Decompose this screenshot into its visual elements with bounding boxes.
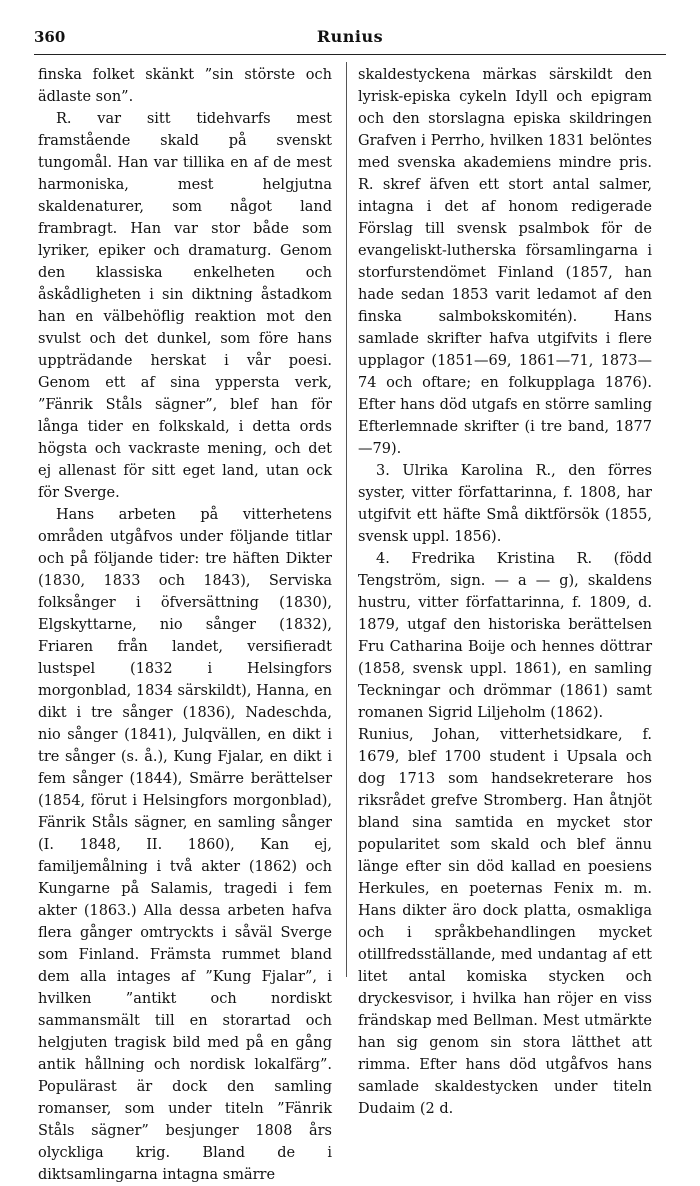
left-paragraph: R. var sitt tidehvarfs mest framstående skald på svenskt tungomål. Han var tillika en af de mest harmoniska, mest helgjutna skaldenaturer, som något land frambragt. Han var stor både som lyriker, epiker och dramaturg. Genom den klassiska enkelheten och åskådligheten i sin diktning åstadkom han en välbehöflig reaktion mot den svulst och det dunkel, som före hans uppträdande herskat i vår poesi. Genom ett af sina yppersta verk, ”Fänrik Ståls sägner”, blef han för långa tider en folkskald, i detta ords högsta och vackraste mening, och det ej allenast för sitt eget land, utan ock för Sverge. [38,111,332,501]
right-paragraph: 4. Fredrika Kristina R. (född Tengström, sign. — a — g), skaldens hustru, vitter författarinna, f. 1809, d. 1879, utgaf den historiska berättelsen Fru Catharina Boije och hennes döttrar (1858, svensk uppl. 1861), en samling Teckningar och drömmar (1861) samt romanen Sigrid Liljeholm (1862). [358,551,652,721]
entry-runius-johan: Runius, Johan, vitterhetsidkare, f. 1679, blef 1700 student i Upsala och dog 1713 som handsekreterare hos riksrådet grefve Stromberg. Han åtnjöt bland sina samtida en mycket stor popularitet som skald och blef ännu länge efter sin död kallad en poesiens Herkules, en poeternas Fenix m. m. Hans dikter äro dock platta, osmakliga och i språkbehandlingen mycket otillfredsställande, med undantag af ett litet antal komiska stycken och dryckesvisor, i hvilka han röjer en viss frändskap med Bellman. Mest utmärkte han sig genom sin stora lätthet att rimma. Efter hans död utgåfvos hans samlade skaldestycken under titeln Dudaim (2 d. [358,727,652,1117]
running-head: Runius [316,27,384,46]
left-paragraph: finska folket skänkt ”sin störste och ädlaste son”. [38,67,332,105]
right-column [358,64,652,1120]
page-header [34,22,666,52]
right-paragraph: skaldestyckena märkas särskildt den lyrisk-episka cykeln Idyll och epigram och den storslagna episka skildringen Grafven i Perrho, hvilken 1831 belöntes med svenska akademiens mindre pris. R. skref äfven ett stort antal salmer, intagna i det af honom redigerade Förslag till svensk psalmbok för de evangeliskt-lutherska församlingarna i storfurstendömet Finland (1857, han hade sedan 1853 varit ledamot af den finska salmbokskomitén). Hans samlade skrifter hafva utgifvits i flere upplagor (1851—69, 1861—71, 1873—74 och oftare; en folkupplaga 1876). Efter hans död utgafs en större samling Efterlemnade skrifter (i tre band, 1877—79). [358,67,652,457]
right-paragraph: 3. Ulrika Karolina R., den förres syster, vitter författarinna, f. 1808, har utgifvit ett häfte Små diktförsök (1855, svensk uppl. 1856). [358,463,652,545]
page-number: 360 [34,28,66,46]
header-rule [34,54,666,55]
column-divider [346,62,347,977]
left-paragraph: Hans arbeten på vitterhetens områden utgåfvos under följande titlar och på följande tider: tre häften Dikter (1830, 1833 och 1843), Serviska folksånger i öfversättning (1830), Elgskyttarne, nio sånger (1832), Friaren från landet, versifieradt lustspel (1832 i Helsingfors morgonblad, 1834 särskildt), Hanna, en dikt i tre sånger (1836), Nadeschda, nio sånger (1841), Julqvällen, en dikt i tre sånger (s. å.), Kung Fjalar, en dikt i fem sånger (1844), Smärre berättelser (1854, förut i Helsingfors morgonblad), Fänrik Ståls sägner, en samling sånger (I. 1848, II. 1860), Kan ej, familjemålning i två akter (1862) och Kungarne på Salamis, tragedi i fem akter (1863.) Alla dessa arbeten hafva flera gånger omtryckts i såväl Sverge som Finland. Främsta rummet bland dem alla intages af ”Kung Fjalar”, i hvilken ”antikt och nordiskt sammansmält till en storartad och helgjuten tragisk bild med på en gång antik hållning och nordisk lokalfärg”. Populärast är dock den samling romanser, som under titeln ”Fänrik Ståls sägner” besjunger 1808 års olyckliga krig. Bland de i diktsamlingarna intagna smärre [38,507,332,1183]
